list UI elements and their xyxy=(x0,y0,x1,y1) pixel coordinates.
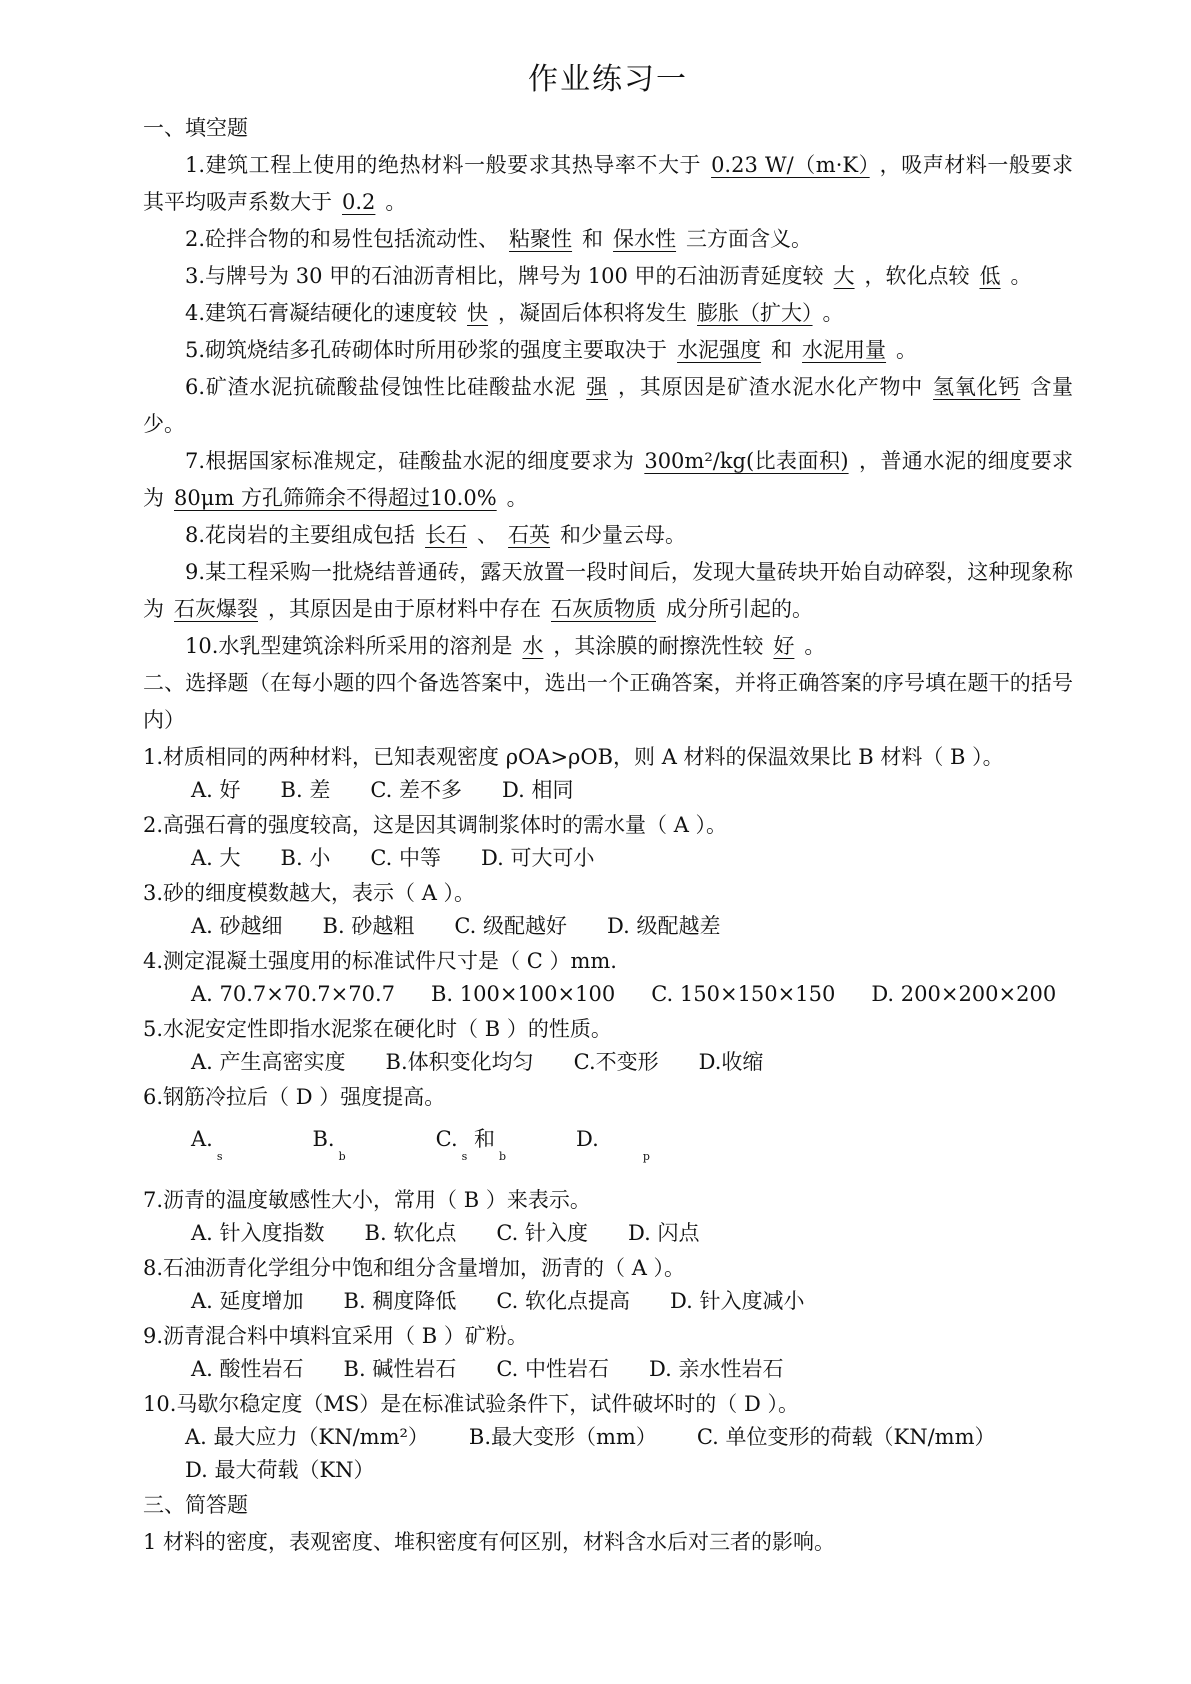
option-row xyxy=(143,1114,1073,1182)
answer-blank: 长石 xyxy=(425,523,468,547)
option: B. 100×100×100 xyxy=(430,982,616,1006)
section-heading: 一、填空题 xyxy=(143,116,248,140)
answer-blank: 大 xyxy=(833,264,855,288)
answer-blank: 低 xyxy=(979,264,1001,288)
option: C. 中性岩石 xyxy=(496,1357,609,1381)
choice-question: 2.高强石膏的强度较高，这是因其调制浆体时的需水量（ A ）。 xyxy=(143,813,728,837)
subscript: b xyxy=(499,1150,507,1163)
option: $B._b$ xyxy=(312,1127,346,1163)
subscript: b xyxy=(338,1150,346,1163)
option: D. 最大荷载（KN） xyxy=(185,1458,375,1482)
option-row xyxy=(143,1217,1073,1250)
option: $D._p$ xyxy=(576,1127,650,1163)
choice-question: 9.沥青混合料中填料宜采用（ B ）矿粉。 xyxy=(143,1324,528,1348)
option: B. 碱性岩石 xyxy=(343,1357,457,1381)
option: C. 级配越好 xyxy=(454,914,567,938)
option: A. 70.7×70.7×70.7 xyxy=(191,982,395,1006)
document-page xyxy=(143,56,1073,1559)
option: B. 砂越粗 xyxy=(322,914,415,938)
answer-blank: 石英 xyxy=(508,523,551,547)
page-title: 作业练习一 xyxy=(528,62,688,97)
answer-blank: 石灰爆裂 xyxy=(174,597,258,621)
option: A. 最大应力（KN/mm²） xyxy=(185,1425,429,1449)
option-row xyxy=(143,910,1073,943)
option-row xyxy=(143,1046,1073,1079)
fill-question: 3.与牌号为 30 甲的石油沥青相比，牌号为 100 甲的石油沥青延度较 大 ，软化点较 低 。 xyxy=(185,264,1032,288)
answer-blank: 0.23 W/（m·K） xyxy=(711,153,870,177)
option-row xyxy=(143,1285,1073,1318)
fill-question: 10.水乳型建筑涂料所采用的溶剂是 水 ，其涂膜的耐擦洗性较 好 。 xyxy=(185,634,826,658)
choice-question: 6.钢筋冷拉后（ D ）强度提高。 xyxy=(143,1085,446,1109)
choice-question: 7.沥青的温度敏感性大小，常用（ B ）来表示。 xyxy=(143,1188,591,1212)
option: B. 软化点 xyxy=(364,1221,457,1245)
choice-question: 5.水泥安定性即指水泥浆在硬化时（ B ）的性质。 xyxy=(143,1017,612,1041)
option: D. 相同 xyxy=(502,778,574,802)
option: A. 砂越细 xyxy=(191,914,283,938)
option-row xyxy=(143,1353,1073,1386)
answer-blank: 水泥强度 xyxy=(677,338,762,362)
option: C. 软化点提高 xyxy=(496,1289,630,1313)
choice-question: 1.材质相同的两种材料，已知表观密度 ρOA>ρOB，则 A 材料的保温效果比 B 材料（ B ）。 xyxy=(143,745,1004,769)
answer-blank: 膨胀（扩大） xyxy=(697,301,813,325)
fill-question: 4.建筑石膏凝结硬化的速度较 快 ，凝固后体积将发生 膨胀（扩大） 。 xyxy=(185,301,844,325)
option: C. 单位变形的荷载（KN/mm） xyxy=(696,1425,996,1449)
choice-question: 8.石油沥青化学组分中饱和组分含量增加，沥青的（ A ）。 xyxy=(143,1256,686,1280)
option: A. 大 xyxy=(191,846,241,870)
option: D. 可大可小 xyxy=(481,846,595,870)
fill-question: 5.砌筑烧结多孔砖砌体时所用砂浆的强度主要取决于 水泥强度 和 水泥用量 。 xyxy=(185,338,918,362)
answer-blank: 强 xyxy=(586,375,609,399)
answer-blank: 好 xyxy=(773,634,795,658)
answer-blank: 水 xyxy=(522,634,544,658)
fill-question: 1.建筑工程上使用的绝热材料一般要求其热导率不大于 0.23 W/（m·K） ，吸声材料一般要求其平均吸声系数大于 0.2 。 xyxy=(143,153,1073,214)
option: C. 中等 xyxy=(370,846,441,870)
answer-blank: 水泥用量 xyxy=(802,338,887,362)
answer-blank: 保水性 xyxy=(613,227,677,251)
option: A. 酸性岩石 xyxy=(191,1357,304,1381)
subscript: s xyxy=(216,1150,223,1163)
section-heading: 三、简答题 xyxy=(143,1493,248,1517)
option: B. 差 xyxy=(280,778,331,802)
option: C. 针入度 xyxy=(496,1221,588,1245)
option-row xyxy=(143,774,1073,807)
fill-question: 2.砼拌合物的和易性包括流动性、 粘聚性 和 保水性 三方面含义。 xyxy=(185,227,813,251)
option: D. 闪点 xyxy=(628,1221,700,1245)
option: D.收缩 xyxy=(698,1050,764,1074)
short-answer-question: 1 材料的密度，表观密度、堆积密度有何区别，材料含水后对三者的影响。 xyxy=(143,1530,836,1554)
option: D. 200×200×200 xyxy=(871,982,1057,1006)
option: C. 150×150×150 xyxy=(651,982,836,1006)
answer-blank: 石灰质物质 xyxy=(551,597,656,621)
fill-question: 9.某工程采购一批烧结普通砖，露天放置一段时间后，发现大量砖块开始自动碎裂，这种现象称为 石灰爆裂 ，其原因是由于原材料中存在 石灰质物质 成分所引起的。 xyxy=(143,560,1073,621)
option-row xyxy=(143,842,1073,875)
answer-blank: 粘聚性 xyxy=(509,227,573,251)
fill-question: 7.根据国家标准规定，硅酸盐水泥的细度要求为 300m²/kg(比表面积) ，普通水泥的细度要求为 80μm 方孔筛筛余不得超过10.0% 。 xyxy=(143,449,1074,510)
option: A. 针入度指数 xyxy=(191,1221,325,1245)
option: A. 延度增加 xyxy=(191,1289,304,1313)
fill-question: 6.矿渣水泥抗硫酸盐侵蚀性比硅酸盐水泥 强 ，其原因是矿渣水泥水化产物中 氢氧化钙 含量少。 xyxy=(143,375,1074,436)
subscript: p xyxy=(642,1150,650,1163)
choice-question: 4.测定混凝土强度用的标准试件尺寸是（ C ）mm. xyxy=(143,949,617,973)
option-row xyxy=(143,978,1073,1011)
answer-blank: 300m²/kg(比表面积) xyxy=(644,449,849,473)
option: D. 针入度减小 xyxy=(670,1289,805,1313)
section-heading: 二、选择题（在每小题的四个备选答案中，选出一个正确答案，并将正确答案的序号填在题干的括号内） xyxy=(143,671,1073,732)
option: $C._s$ 和$_b$ xyxy=(435,1127,507,1163)
answer-blank: 80μm 方孔筛筛余不得超过10.0% xyxy=(174,486,497,510)
option: D. 级配越差 xyxy=(607,914,721,938)
option: C.不变形 xyxy=(573,1050,659,1074)
option: B.最大变形（mm） xyxy=(468,1425,657,1449)
option: D. 亲水性岩石 xyxy=(649,1357,784,1381)
choice-question: 10.马歇尔稳定度（MS）是在标准试验条件下，试件破坏时的（ D ）。 xyxy=(143,1392,799,1416)
answer-blank: 快 xyxy=(467,301,489,325)
answer-blank: 0.2 xyxy=(342,190,376,214)
option-row xyxy=(143,1421,1073,1487)
option: $A._s$ xyxy=(191,1127,223,1163)
option: B.体积变化均匀 xyxy=(385,1050,534,1074)
answer-blank: 氢氧化钙 xyxy=(933,375,1021,399)
option: C. 差不多 xyxy=(370,778,462,802)
option: B. 稠度降低 xyxy=(343,1289,457,1313)
option: A. 好 xyxy=(191,778,241,802)
fill-question: 8.花岗岩的主要组成包括 长石 、 石英 和少量云母。 xyxy=(185,523,687,547)
option: B. 小 xyxy=(280,846,331,870)
option: A. 产生高密实度 xyxy=(191,1050,346,1074)
subscript: s xyxy=(461,1150,468,1163)
choice-question: 3.砂的细度模数越大，表示（ A ）。 xyxy=(143,881,476,905)
